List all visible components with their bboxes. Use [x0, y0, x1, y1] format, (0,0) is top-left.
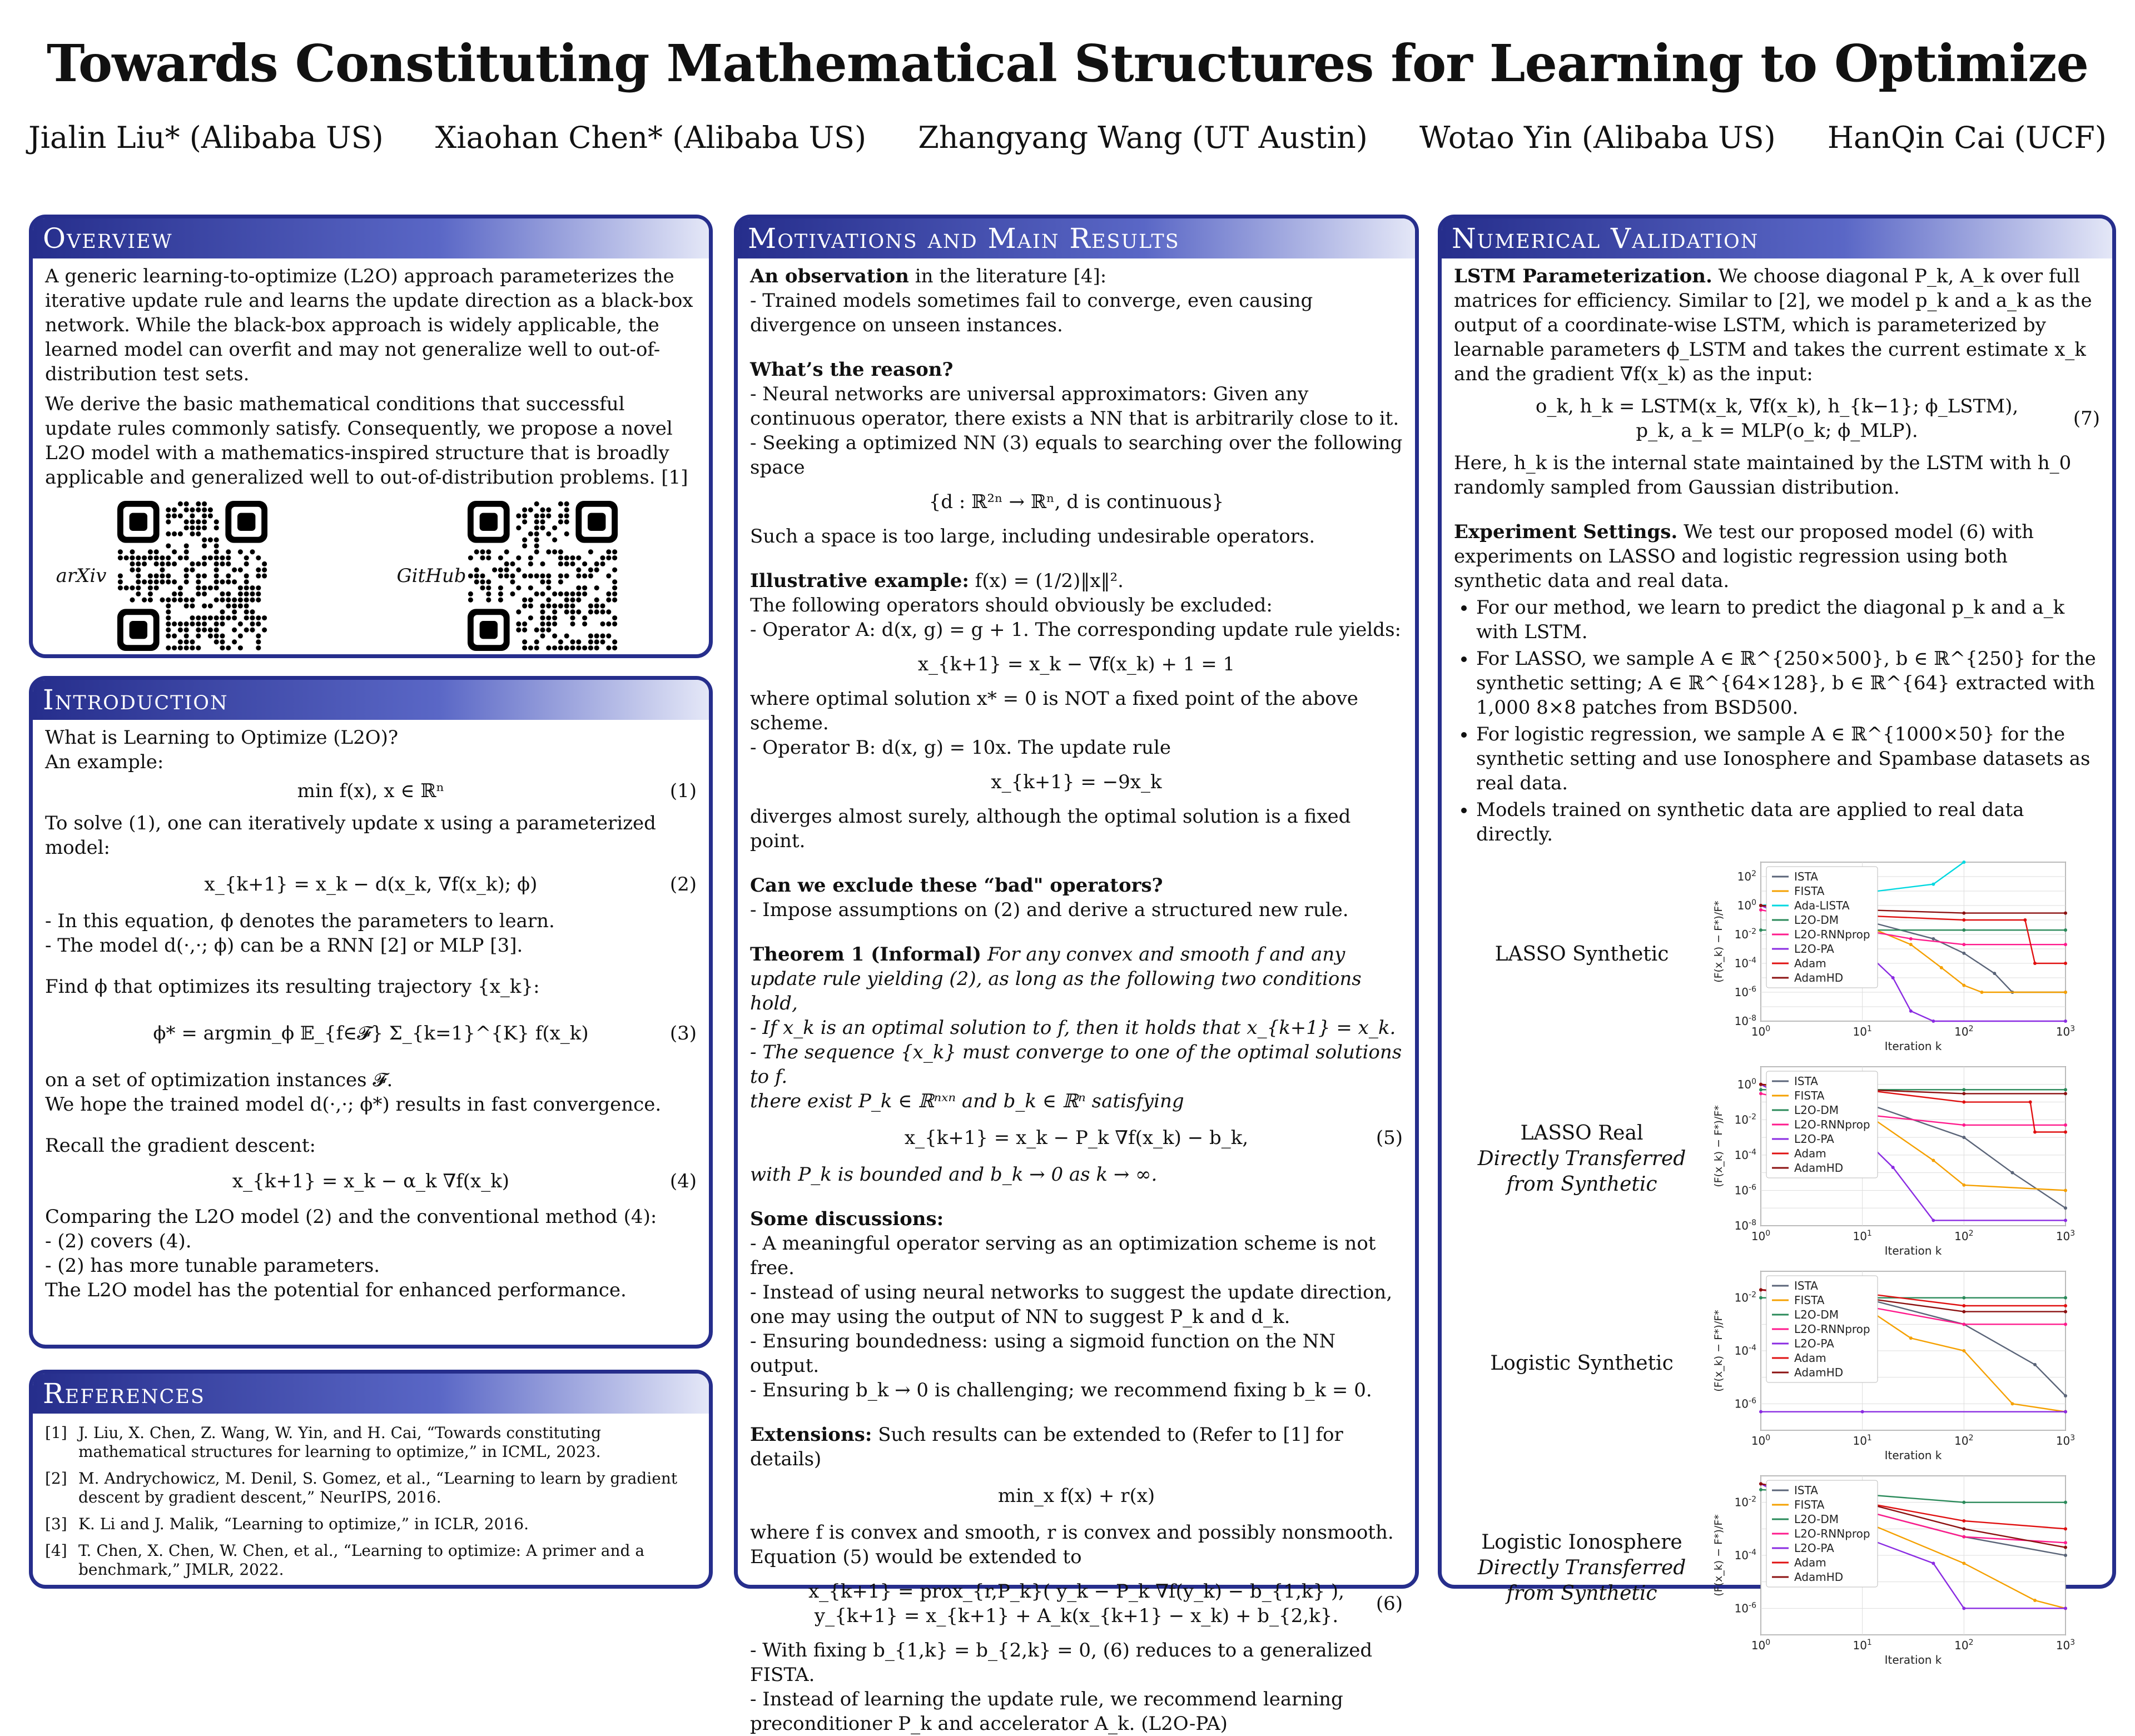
data-point — [1909, 1009, 1913, 1013]
bullet-item: • For LASSO, we sample A ∈ ℝ^{250×500}, b ∈ ℝ^{250} for the synthetic setting; A ∈ ℝ^{64×128}, b ∈ ℝ^{64} extracted with 1,000 8×8 patches from BSD500. — [1476, 646, 2100, 720]
extension-objective: min_x f(x) + r(x) — [997, 1485, 1155, 1507]
x-axis-label: Iteration k — [1884, 1244, 1942, 1257]
data-point — [1932, 883, 1935, 886]
experiment-settings: Experiment Settings. We test our proposed model (6) with experiments on LASSO and logistic regression using both synthetic data and real data. — [1454, 521, 2034, 592]
references-heading: References — [33, 1374, 709, 1414]
discussion-text: - A meaningful operator serving as an optimization scheme is not free. — [750, 1232, 1376, 1279]
data-point — [1909, 943, 1913, 946]
legend-entry: FISTA — [1794, 884, 1825, 898]
y-tick-label: $10^{-8}$ — [1734, 1218, 1756, 1232]
data-point — [1962, 928, 1965, 932]
equation-1: min f(x), x ∈ ℝⁿ (1) — [297, 780, 697, 802]
data-point — [1962, 952, 1965, 955]
y-tick-label: $10^{-4}$ — [1734, 1548, 1756, 1562]
illustrative-example: Illustrative example: f(x) = (1/2)‖x‖². — [750, 570, 1124, 592]
reason-text: - Seeking a optimized NN (3) equals to searching over the following space — [750, 432, 1403, 479]
data-point — [2064, 1322, 2067, 1326]
author: Xiaohan Chen* (Alibaba US) — [435, 120, 867, 155]
figure-row — [1454, 1466, 2100, 1670]
extension-text: Equation (5) would be extended to — [750, 1546, 1082, 1568]
data-point — [1759, 1410, 1762, 1414]
y-tick-label: $10^{-2}$ — [1734, 927, 1756, 941]
figure-label — [1454, 1121, 1710, 1197]
data-point — [2023, 918, 2027, 922]
data-point — [1962, 984, 1965, 987]
x-tick-label: $10^2$ — [1954, 1638, 1974, 1652]
legend-entry: L2O-PA — [1794, 942, 1834, 956]
equation-3: ϕ* = argmin_ϕ 𝔼_{f∈𝓕} Σ_{k=1}^{K} f(x_k) (3) — [153, 1022, 697, 1044]
data-point — [1759, 908, 1762, 912]
figure-label — [1454, 942, 1710, 967]
data-point — [1759, 1092, 1762, 1095]
data-point — [1759, 1088, 1762, 1091]
legend-entry: ISTA — [1794, 1075, 1818, 1088]
data-point — [1962, 1136, 1965, 1139]
reason-heading: What’s the reason? — [750, 359, 954, 381]
data-point — [2064, 1541, 2067, 1544]
data-point — [1962, 860, 1965, 864]
illustrative-text: - Operator A: d(x, g) = g + 1. The corresponding update rule yields: — [750, 619, 1401, 641]
data-point — [1962, 1183, 1965, 1187]
legend-entry: L2O-DM — [1794, 913, 1839, 927]
data-point — [1932, 1561, 1935, 1565]
convergence-chart — [1710, 1059, 2077, 1259]
intro-line: To solve (1), one can iteratively update x using a parameterized model: — [45, 812, 656, 859]
author: Zhangyang Wang (UT Austin) — [918, 120, 1368, 155]
x-axis-label: Iteration k — [1884, 1039, 1942, 1053]
legend-entry: L2O-DM — [1794, 1513, 1839, 1526]
legend-entry: ISTA — [1794, 1279, 1818, 1292]
data-point — [1962, 1561, 1965, 1565]
exclude-heading: Can we exclude these “bad" operators? — [750, 874, 1163, 897]
data-point — [1759, 1083, 1762, 1086]
theorem-text: - The sequence {x_k} must converge to one of the optimal solutions to f. — [750, 1041, 1402, 1088]
overview-panel — [29, 215, 713, 658]
data-point — [1759, 1488, 1762, 1491]
data-point — [1962, 1296, 1965, 1300]
data-point — [2064, 1092, 2067, 1095]
data-point — [2033, 1363, 2037, 1366]
figure-row — [1454, 852, 2100, 1057]
bullet-item: • For logistic regression, we sample A ∈ ℝ^{1000×50} for the synthetic setting and use Ionosphere and Spambase datasets as real data. — [1476, 722, 2100, 795]
legend-entry: L2O-RNNprop — [1794, 1527, 1870, 1540]
data-point — [1962, 1123, 1965, 1127]
legend-entry: Ada-LISTA — [1794, 899, 1850, 912]
extensions: Extensions: Such results can be extended to (Refer to [1] for details) — [750, 1424, 1343, 1470]
author: HanQin Cai (UCF) — [1827, 120, 2107, 155]
discussion-text: - Ensuring b_k → 0 is challenging; we recommend fixing b_k = 0. — [750, 1379, 1372, 1401]
figure-label-line: Logistic Ionosphere — [1481, 1531, 1682, 1554]
intro-line: Recall the gradient descent: — [45, 1135, 316, 1157]
legend-entry: Adam — [1794, 1147, 1826, 1160]
data-point — [1759, 1296, 1762, 1300]
x-tick-label: $10^0$ — [1751, 1024, 1771, 1038]
extension-text: - Instead of learning the update rule, we recommend learning preconditioner P_k and accelerator A_k. (L2O-PA) — [750, 1688, 1343, 1735]
data-point — [2064, 1394, 2067, 1397]
intro-line: Comparing the L2O model (2) and the conventional method (4): — [45, 1206, 657, 1228]
data-point — [2064, 1546, 2067, 1549]
legend-entry: FISTA — [1794, 1498, 1825, 1511]
data-point — [2064, 1310, 2067, 1314]
data-point — [1759, 904, 1762, 907]
data-point — [1993, 972, 1996, 975]
data-point — [2064, 1501, 2067, 1504]
data-point — [1891, 976, 1895, 979]
lstm-paragraph: LSTM Parameterization. We choose diagonal P_k, A_k over full matrices for efficiency. Similar to [2], we model p_k and a_k as the output of a coordinate-wise LSTM, which is parameterized by learnable parameters ϕ_LSTM and takes the current estimate x_k and the gradient ∇f(x_k) as the input: — [1454, 265, 2092, 385]
y-tick-label: $10^{-6}$ — [1734, 1396, 1756, 1411]
data-point — [2064, 1296, 2067, 1300]
legend-entry: AdamHD — [1794, 1366, 1844, 1379]
intro-line: Find ϕ that optimizes its resulting trajectory {x_k}: — [45, 976, 540, 998]
extension-text: where f is convex and smooth, r is convex and possibly nonsmooth. — [750, 1521, 1394, 1544]
y-tick-label: $10^{-6}$ — [1734, 1601, 1756, 1615]
data-point — [1861, 1410, 1864, 1414]
overview-heading: Overview — [33, 218, 709, 258]
illustrative-text: diverges almost surely, although the optimal solution is a fixed point. — [750, 805, 1351, 852]
y-axis-label: (F(x_k) − F*)/F* — [1712, 1310, 1725, 1392]
equation-7: o_k, h_k = LSTM(x_k, ∇f(x_k), h_{k−1}; ϕ_LSTM), p_k, a_k = MLP(o_k; ϕ_MLP). (7) — [1535, 395, 2100, 442]
equation-6: x_{k+1} = prox_{r,P_k}( y_k − P_k ∇f(y_k) − b_{1,k} ), y_{k+1} = x_{k+1} + A_k(x_{k+1} − x_k) + b_{2,k}. (6) — [808, 1580, 1403, 1627]
results-figures — [1454, 852, 2100, 1670]
introduction-panel — [29, 676, 713, 1349]
overview-text: A generic learning-to-optimize (L2O) approach parameterizes the iterative update rule and learns the update direction as a black-box network. While the black-box approach is widely applicable, the learned model can overfit and may not generalize well to out-of-distribution test sets. — [45, 265, 693, 385]
data-point — [2064, 1606, 2067, 1610]
data-point — [1962, 1606, 1965, 1610]
bullet-item: • For our method, we learn to predict the diagonal p_k and a_k with LSTM. — [1476, 595, 2100, 644]
x-tick-label: $10^3$ — [2055, 1229, 2076, 1243]
legend-entry: L2O-DM — [1794, 1308, 1839, 1321]
figure-label-line: Directly Transferred — [1477, 1556, 1686, 1579]
discussions-heading: Some discussions: — [750, 1208, 944, 1230]
data-point — [1962, 1519, 1965, 1523]
author: Jialin Liu* (Alibaba US) — [28, 120, 384, 155]
data-point — [1932, 1019, 1935, 1023]
intro-line: - (2) has more tunable parameters. — [45, 1255, 380, 1277]
data-point — [1962, 1527, 1965, 1530]
data-point — [2064, 1019, 2067, 1023]
observation: An observation in the literature [4]: — [750, 265, 1107, 287]
convergence-chart — [1710, 1468, 2077, 1668]
intro-line: The L2O model has the potential for enhanced performance. — [45, 1279, 627, 1301]
figure-label-line: Logistic Synthetic — [1490, 1352, 1674, 1375]
y-tick-label: $10^2$ — [1737, 869, 1756, 883]
x-tick-label: $10^0$ — [1751, 1434, 1771, 1448]
theorem-1: Theorem 1 (Informal) For any convex and smooth f and any update rule yielding (2), as long as the following two conditions hold, — [750, 943, 1362, 1014]
figure-label-line: LASSO Synthetic — [1494, 943, 1669, 966]
data-point — [2064, 1123, 2067, 1127]
operator-a-equation: x_{k+1} = x_k − ∇f(x_k) + 1 = 1 — [917, 653, 1235, 675]
x-tick-label: $10^3$ — [2055, 1024, 2076, 1038]
data-point — [1932, 1218, 1935, 1222]
observation-text: - Trained models sometimes fail to converge, even causing divergence on unseen instances. — [750, 290, 1313, 336]
data-point — [1962, 1088, 1965, 1091]
data-point — [2064, 928, 2067, 932]
x-tick-label: $10^0$ — [1751, 1229, 1771, 1243]
qr-label-arxiv: arXiv — [56, 565, 107, 587]
space-equation: {d : ℝ²ⁿ → ℝⁿ, d is continuous} — [929, 491, 1224, 513]
data-point — [1759, 928, 1762, 932]
legend-entry: AdamHD — [1794, 1161, 1844, 1175]
data-point — [2064, 1206, 2067, 1210]
data-point — [1909, 1336, 1913, 1340]
legend-entry: L2O-PA — [1794, 1541, 1834, 1555]
exclude-text: - Impose assumptions on (2) and derive a structured new rule. — [750, 899, 1349, 921]
figure-label-line: from Synthetic — [1506, 1582, 1657, 1605]
y-tick-label: $10^{-2}$ — [1734, 1495, 1756, 1509]
illustrative-text: The following operators should obviously be excluded: — [750, 594, 1273, 616]
legend-entry: FISTA — [1794, 1089, 1825, 1102]
qr-label-github: GitHub — [396, 565, 466, 587]
y-tick-label: $10^{-6}$ — [1734, 985, 1756, 999]
convergence-chart — [1710, 1264, 2077, 1464]
motivations-panel — [734, 215, 1419, 1735]
data-point — [1759, 1482, 1762, 1485]
data-point — [2064, 1131, 2067, 1134]
data-point — [1759, 1288, 1762, 1291]
y-tick-label: $10^{-2}$ — [1734, 1112, 1756, 1127]
qr-row — [45, 501, 697, 651]
poster-title: Towards Constituting Mathematical Structures for Learning to Optimize — [46, 33, 2089, 93]
reference-item: [2] M. Andrychowicz, M. Denil, S. Gomez, et al., “Learning to learn by gradient descent by gradient descent,” NeurIPS, 2016. — [45, 1469, 678, 1506]
github-qr-code-icon[interactable] — [468, 501, 618, 651]
data-point — [1891, 1166, 1895, 1169]
y-tick-label: $10^0$ — [1737, 1077, 1756, 1091]
legend-entry: ISTA — [1794, 1484, 1818, 1497]
y-axis-label: (F(x_k) − F*)/F* — [1712, 1514, 1725, 1596]
y-tick-label: $10^0$ — [1737, 898, 1756, 912]
theorem-text: there exist P_k ∈ ℝⁿˣⁿ and b_k ∈ ℝⁿ satisfying — [750, 1090, 1184, 1112]
figure-label — [1454, 1351, 1710, 1376]
data-point — [2064, 991, 2067, 994]
x-tick-label: $10^2$ — [1954, 1434, 1974, 1448]
data-point — [1962, 1322, 1965, 1326]
equation-5: x_{k+1} = x_k − P_k ∇f(x_k) − b_k, (5) — [904, 1127, 1403, 1149]
intro-line: - The model d(·,·; ϕ) can be a RNN [2] or MLP [3]. — [45, 934, 523, 957]
numerical-heading: Numerical Validation — [1442, 218, 2112, 258]
y-tick-label: $10^{-8}$ — [1734, 1014, 1756, 1028]
intro-line: An example: — [45, 751, 164, 773]
data-point — [2033, 962, 2037, 965]
reference-item: [4] T. Chen, X. Chen, W. Chen, et al., “Learning to optimize: A primer and a benchmark,” JMLR, 2022. — [45, 1541, 645, 1579]
legend-entry: ISTA — [1794, 870, 1818, 883]
legend-entry: L2O-PA — [1794, 1132, 1834, 1146]
legend-entry: Adam — [1794, 1556, 1826, 1569]
author-list — [0, 120, 2135, 155]
intro-line: on a set of optimization instances 𝓕. — [45, 1069, 393, 1091]
data-point — [2064, 1410, 2067, 1414]
operator-b-equation: x_{k+1} = −9x_k — [991, 771, 1162, 793]
data-point — [1932, 1158, 1935, 1162]
legend-entry: L2O-RNNprop — [1794, 1118, 1870, 1131]
lstm-text: Here, h_k is the internal state maintained by the LSTM with h_0 randomly sampled from Gaussian distribution. — [1454, 452, 2072, 499]
y-tick-label: $10^{-6}$ — [1734, 1183, 1756, 1197]
data-point — [1909, 937, 1913, 941]
legend-entry: L2O-PA — [1794, 1337, 1834, 1350]
x-tick-label: $10^0$ — [1751, 1638, 1771, 1652]
data-point — [1940, 966, 1943, 969]
data-point — [2064, 962, 2067, 965]
bullet-item: • Models trained on synthetic data are applied to real data directly. — [1476, 798, 2100, 847]
x-tick-label: $10^3$ — [2055, 1638, 2076, 1652]
data-point — [2064, 1527, 2067, 1530]
legend-entry: AdamHD — [1794, 1570, 1844, 1584]
x-tick-label: $10^2$ — [1954, 1024, 1974, 1038]
legend-entry: L2O-RNNprop — [1794, 1322, 1870, 1336]
reason-text: - Neural networks are universal approximators: Given any continuous operator, there exists a NN that is arbitrarily close to it. — [750, 383, 1399, 430]
discussion-text: - Instead of using neural networks to suggest the update direction, one may using the output of NN to suggest P_k and d_k. — [750, 1281, 1393, 1328]
data-point — [1962, 912, 1965, 915]
figure-row — [1454, 1057, 2100, 1261]
x-tick-label: $10^1$ — [1853, 1229, 1872, 1243]
author: Wotao Yin (Alibaba US) — [1419, 120, 1776, 155]
data-point — [1962, 1092, 1965, 1095]
figure-label — [1454, 1530, 1710, 1606]
data-point — [2010, 1171, 2014, 1175]
intro-line: - In this equation, ϕ denotes the parameters to learn. — [45, 910, 555, 932]
x-axis-label: Iteration k — [1884, 1449, 1942, 1462]
y-tick-label: $10^{-4}$ — [1734, 1344, 1756, 1357]
x-axis-label: Iteration k — [1884, 1653, 1942, 1667]
data-point — [1962, 1304, 1965, 1307]
x-tick-label: $10^1$ — [1853, 1024, 1872, 1038]
convergence-chart — [1710, 854, 2077, 1054]
intro-line: - (2) covers (4). — [45, 1230, 192, 1252]
data-point — [2029, 1101, 2032, 1104]
y-axis-label: (F(x_k) − F*)/F* — [1712, 1105, 1725, 1187]
figure-label-line: Directly Transferred — [1477, 1147, 1686, 1170]
references-panel — [29, 1370, 713, 1589]
discussion-text: - Ensuring boundedness: using a sigmoid function on the NN output. — [750, 1330, 1336, 1377]
figure-row — [1454, 1261, 2100, 1466]
theorem-text: with P_k is bounded and b_k → 0 as k → ∞. — [750, 1163, 1158, 1186]
x-tick-label: $10^1$ — [1853, 1638, 1872, 1652]
illustrative-text: - Operator B: d(x, g) = 10x. The update rule — [750, 737, 1171, 759]
intro-line: We hope the trained model d(·,·; ϕ*) results in fast convergence. — [45, 1093, 662, 1116]
data-point — [2010, 1402, 2014, 1405]
data-point — [1962, 943, 1965, 946]
figure-label-line: LASSO Real — [1520, 1122, 1644, 1145]
data-point — [1962, 1349, 1965, 1352]
intro-line: What is Learning to Optimize (L2O)? — [45, 727, 399, 749]
x-tick-label: $10^2$ — [1954, 1229, 1974, 1243]
data-point — [1962, 1535, 1965, 1539]
data-point — [2064, 1304, 2067, 1307]
reason-text: Such a space is too large, including undesirable operators. — [750, 525, 1315, 548]
y-tick-label: $10^{-2}$ — [1734, 1290, 1756, 1305]
x-tick-label: $10^1$ — [1853, 1434, 1872, 1448]
data-point — [2033, 1131, 2037, 1134]
data-point — [2064, 943, 2067, 946]
equation-2: x_{k+1} = x_k − d(x_k, ∇f(x_k); ϕ) (2) — [204, 873, 697, 896]
theorem-text: - If x_k is an optimal solution to f, then it holds that x_{k+1} = x_k. — [750, 1017, 1396, 1039]
introduction-heading: Introduction — [33, 680, 709, 720]
legend-entry: L2O-DM — [1794, 1103, 1839, 1117]
overview-text: We derive the basic mathematical conditions that successful update rules commonly satisfy. Consequently, we propose a novel L2O model with a mathematics-inspired structure that is broadly applicable and generalized well to out-of-distribution problems. [1] — [45, 393, 688, 489]
y-axis-label: (F(x_k) − F*)/F* — [1712, 901, 1725, 983]
data-point — [2064, 1554, 2067, 1557]
data-point — [1962, 1501, 1965, 1504]
figure-label-line: from Synthetic — [1506, 1173, 1657, 1196]
extension-text: - With fixing b_{1,k} = b_{2,k} = 0, (6) reduces to a generalized FISTA. — [750, 1639, 1373, 1686]
data-point — [1962, 918, 1965, 922]
data-point — [1932, 937, 1935, 941]
reference-item: [3] K. Li and J. Malik, “Learning to optimize,” in ICLR, 2016. — [45, 1515, 529, 1533]
data-point — [1962, 1101, 1965, 1104]
data-point — [1962, 1310, 1965, 1314]
legend-entry: AdamHD — [1794, 971, 1844, 984]
y-tick-label: $10^{-4}$ — [1734, 956, 1756, 970]
arxiv-qr-code-icon[interactable] — [117, 501, 267, 651]
legend-entry: Adam — [1794, 1351, 1826, 1365]
y-tick-label: $10^{-4}$ — [1734, 1147, 1756, 1162]
motivations-heading: Motivations and Main Results — [738, 218, 1415, 258]
legend-entry: Adam — [1794, 957, 1826, 970]
legend-entry: L2O-RNNprop — [1794, 928, 1870, 941]
experiment-bullets — [1454, 595, 2100, 847]
data-point — [2033, 1599, 2037, 1602]
data-point — [2064, 1218, 2067, 1222]
data-point — [1980, 991, 1983, 994]
data-point — [2064, 1088, 2067, 1091]
equation-4: x_{k+1} = x_k − α_k ∇f(x_k) (4) — [232, 1170, 697, 1192]
x-tick-label: $10^3$ — [2055, 1434, 2076, 1448]
data-point — [2064, 912, 2067, 915]
data-point — [2064, 1188, 2067, 1192]
reference-item: [1] J. Liu, X. Chen, Z. Wang, W. Yin, and H. Cai, “Towards constituting mathematical structures for learning to optimize,” in ICML, 2023. — [45, 1424, 602, 1461]
legend-entry: FISTA — [1794, 1294, 1825, 1307]
illustrative-text: where optimal solution x* = 0 is NOT a fixed point of the above scheme. — [750, 688, 1358, 734]
numerical-panel — [1438, 215, 2116, 1667]
